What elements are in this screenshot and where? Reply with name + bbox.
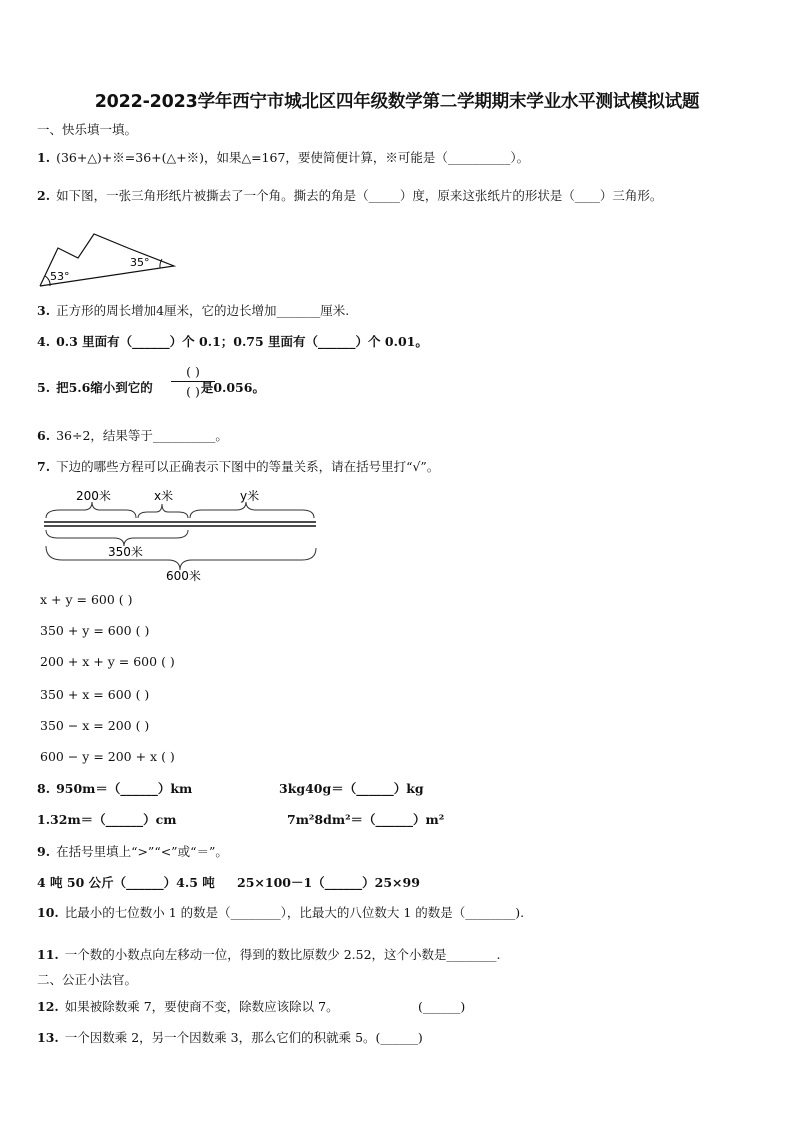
question-text: 如果被除数乘 7，要使商不变，除数应该除以 7。 <box>64 999 339 1014</box>
section-heading-2: 二、公正小法官。 <box>37 972 138 987</box>
fraction-blank <box>171 364 215 399</box>
question-11 <box>37 946 501 964</box>
question-number: 5. <box>37 380 51 395</box>
question-text: 一个因数乘 2，另一个因数乘 3，那么它们的积就乘 5。(______) <box>64 1030 423 1045</box>
question-number: 12. <box>37 999 59 1014</box>
judgement-blank-12[interactable]: (______) <box>418 999 466 1014</box>
torn-triangle-figure <box>36 230 186 290</box>
angle-label-53: 53° <box>50 270 70 283</box>
question-10 <box>37 904 524 922</box>
question-12 <box>37 998 339 1016</box>
question-2 <box>37 187 662 205</box>
question-4 <box>37 333 428 351</box>
question-8-row-1 <box>37 780 192 798</box>
question-9 <box>37 843 228 861</box>
question-text: 36÷2，结果等于__________。 <box>56 428 228 443</box>
label-600: 600米 <box>166 569 201 583</box>
fraction-numerator-blank[interactable]: ( ) <box>186 364 200 379</box>
page-title: 2022-2023学年西宁市城北区四年级数学第二学期期末学业水平测试模拟试题 <box>94 92 700 112</box>
segment-diagram <box>40 484 325 584</box>
conversion-d: 7m²8dm²＝（______）m² <box>287 812 445 827</box>
question-13 <box>37 1029 423 1047</box>
brace-y <box>190 502 314 518</box>
label-200: 200米 <box>76 489 111 503</box>
brace-x <box>138 504 188 518</box>
question-1 <box>37 149 529 167</box>
question-number: 4. <box>37 334 51 349</box>
angle-label-35: 35° <box>130 256 150 269</box>
section-heading-1: 一、快乐填一填。 <box>37 122 138 137</box>
brace-350 <box>46 530 188 546</box>
label-y: y米 <box>240 489 260 503</box>
equation-option-2[interactable]: 350 + y = 600 ( ) <box>40 623 150 638</box>
question-text-after: 是0.056。 <box>200 380 265 395</box>
question-text: 0.3 里面有（______）个 0.1；0.75 里面有（______）个 0.01。 <box>56 334 428 349</box>
question-number: 3. <box>37 303 51 318</box>
brace-600 <box>46 546 316 570</box>
question-text: 下边的哪些方程可以正确表示下图中的等量关系，请在括号里打“√”。 <box>56 459 440 474</box>
conversion-c: 1.32m＝（______）cm <box>37 812 177 827</box>
label-350: 350米 <box>108 545 143 559</box>
question-number: 2. <box>37 188 51 203</box>
conversion-a: 950m＝（______）km <box>56 781 193 796</box>
fraction-bar <box>171 381 215 382</box>
conversion-b: 3kg40g＝（______）kg <box>279 781 424 796</box>
compare-b: 25×100－1（______）25×99 <box>237 875 420 890</box>
question-number: 13. <box>37 1030 59 1045</box>
equation-option-6[interactable]: 600 − y = 200 + x ( ) <box>40 749 175 764</box>
question-number: 9. <box>37 844 51 859</box>
question-text-before: 把5.6缩小到它的 <box>56 380 153 395</box>
question-number: 10. <box>37 905 59 920</box>
compare-a: 4 吨 50 公斤（______）4.5 吨 <box>37 875 215 890</box>
question-text: 一个数的小数点向左移动一位，得到的数比原数少 2.52，这个小数是________. <box>64 947 501 962</box>
equation-option-3[interactable]: 200 + x + y = 600 ( ) <box>40 654 175 669</box>
label-x: x米 <box>154 489 174 503</box>
question-number: 1. <box>37 150 51 165</box>
question-6 <box>37 427 228 445</box>
brace-200 <box>46 502 136 518</box>
question-5 <box>37 379 265 397</box>
question-text: 如下图，一张三角形纸片被撕去了一个角。撕去的角是（_____）度，原来这张纸片的形状是（____）三角形。 <box>56 188 663 203</box>
question-3 <box>37 302 349 320</box>
question-text: 正方形的周长增加4厘米，它的边长增加_______厘米. <box>56 303 350 318</box>
question-number: 11. <box>37 947 59 962</box>
question-text: 比最小的七位数小 1 的数是（________），比最大的八位数大 1 的数是（________). <box>64 905 525 920</box>
question-number: 7. <box>37 459 51 474</box>
question-text: 在括号里填上“>”“<”或“＝”。 <box>56 844 228 859</box>
equation-option-1[interactable]: x + y = 600 ( ) <box>40 592 133 607</box>
fraction-denominator-blank[interactable]: ( ) <box>186 384 200 399</box>
equation-option-4[interactable]: 350 + x = 600 ( ) <box>40 687 150 702</box>
question-number: 8. <box>37 781 51 796</box>
question-number: 6. <box>37 428 51 443</box>
question-text: (36+△)+※=36+(△+※)，如果△=167，要使简便计算，※可能是（__________）。 <box>56 150 530 165</box>
question-7 <box>37 458 439 476</box>
equation-option-5[interactable]: 350 − x = 200 ( ) <box>40 718 150 733</box>
